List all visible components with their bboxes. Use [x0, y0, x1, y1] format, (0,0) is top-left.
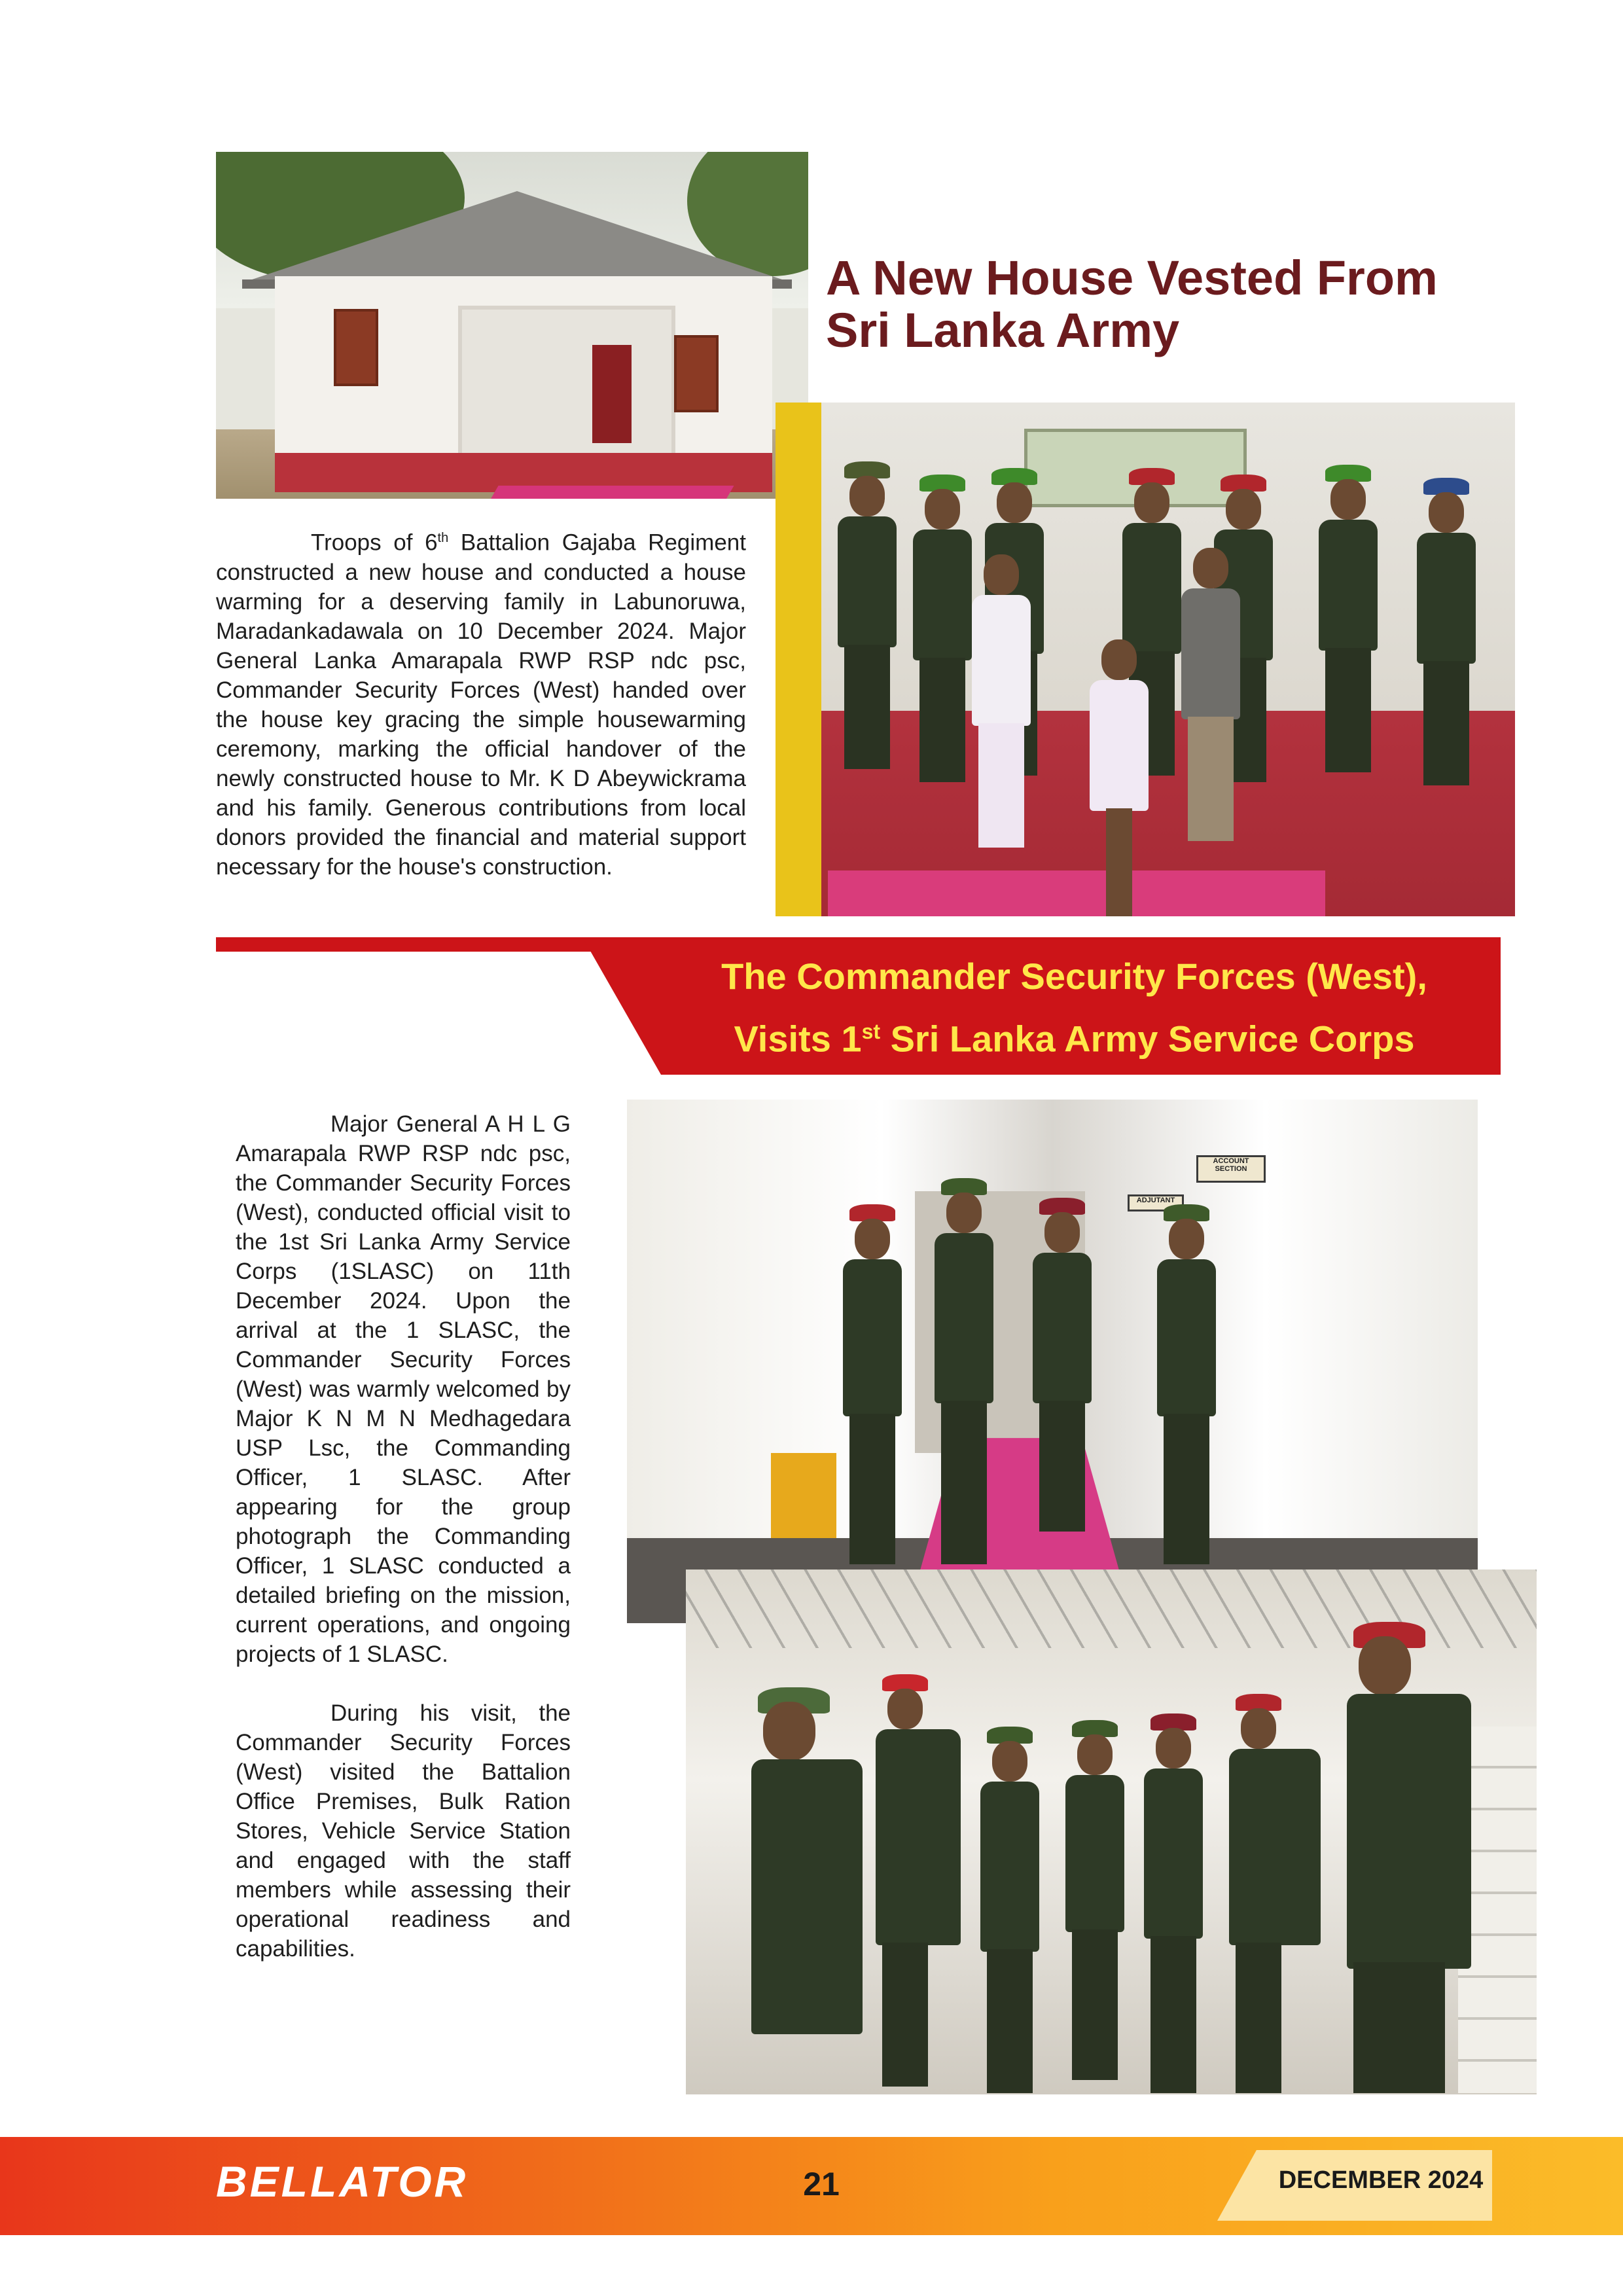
article2-title-line1: The Commander Security Forces (West),	[721, 956, 1427, 997]
issue-date: DECEMBER 2024	[1278, 2166, 1484, 2194]
article2-paragraph-1	[236, 1109, 571, 1669]
article2-body	[236, 1109, 571, 1993]
article2-title-line2-sup: st	[861, 1020, 881, 1043]
article1-title-line1: A New House Vested From	[826, 251, 1438, 305]
article1-body-part2: Battalion Gajaba Regiment constructed a new house and conducted a house warming for a deserving family in Labunoruwa, Maradankadawala on 10 December 2024. Major General Lanka Amarapala RWP RSP ndc psc, Commander Security Forces (West) handed over the house key gracing the simple housewarming ceremony, marking the official handover of the newly constructed house to Mr. K D Abeywickrama and his family. Generous contributions from local donors provided the financial and material support necessary for the house's construction.	[216, 529, 746, 880]
article1-body-part1: Troops of 6	[311, 529, 438, 556]
article1-title	[826, 252, 1480, 357]
house-photo	[216, 152, 808, 499]
article2-title	[654, 949, 1494, 1067]
visit-corridor-photo	[627, 1100, 1478, 1623]
page-number: 21	[803, 2166, 840, 2202]
article2-para2-text: During his visit, the Commander Security Forces (West) visited the Battalion Office Premises, Bulk Ration Stores, Vehicle Service Station and engaged with the staff members while assessing their operational readiness and capabilities.	[236, 1700, 571, 1962]
article2-para1-text: Major General A H L G Amarapala RWP RSP ndc psc, the Commander Security Forces (West), conducted official visit to the 1st Sri Lanka Army Service Corps (1SLASC) on 11th December 2024. Upon the arrival at the 1 SLASC, the Commander Security Forces (West) was warmly welcomed by Major K N M N Medhagedara USP Lsc, the Commanding Officer, 1 SLASC. After appearing for the group photograph the Commanding Officer, 1 SLASC conducted a detailed briefing on the mission, current operations, and ongoing projects of 1 SLASC.	[236, 1111, 571, 1667]
group-photo	[776, 403, 1515, 916]
article2-title-line2-post: Sri Lanka Army Service Corps	[880, 1018, 1415, 1060]
visit-stores-photo	[686, 1570, 1537, 2094]
article2-title-line2	[654, 1004, 1494, 1067]
article1-body	[216, 524, 746, 882]
article2-title-line2-pre: Visits 1	[734, 1018, 862, 1060]
sign-account-section: ACCOUNT SECTION	[1196, 1155, 1266, 1183]
article1-body-sup: th	[437, 531, 449, 545]
article1-title-line2: Sri Lanka Army	[826, 303, 1180, 357]
article2-paragraph-2	[236, 1698, 571, 1964]
magazine-logo: BELLATOR	[216, 2157, 469, 2206]
sign-adjutant: ADJUTANT	[1128, 1194, 1184, 1211]
